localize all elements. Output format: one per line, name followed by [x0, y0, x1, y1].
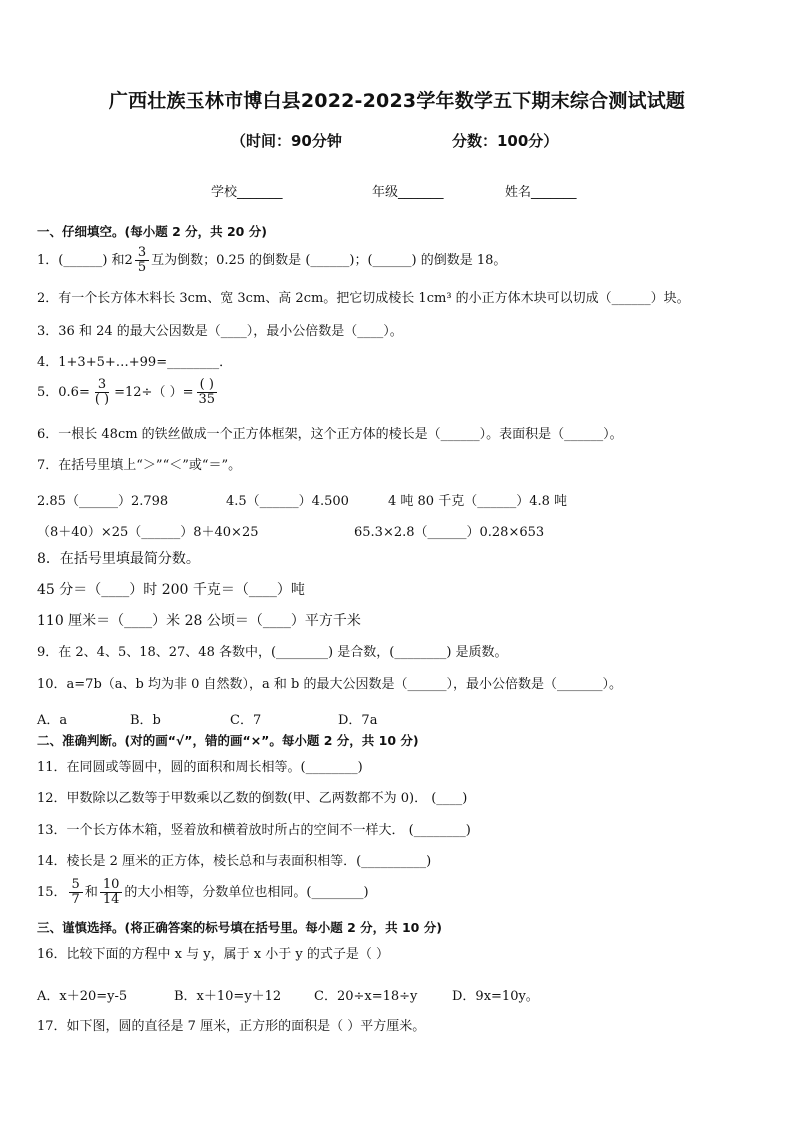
q5-fraction-1-numerator: 3 — [95, 378, 109, 393]
q16-option-b: B．x＋10=y＋12 — [174, 989, 282, 1004]
name-field: 姓名_______ — [505, 185, 577, 200]
question-8: 8．在括号里填最简分数。 — [37, 551, 200, 567]
q7-item-c: 4 吨 80 千克（______）4.8 吨 — [388, 494, 568, 509]
q5-text-b: =12÷（ ）= — [114, 384, 194, 400]
q1-fraction — [135, 246, 149, 274]
question-9: 9．在 2、4、5、18、27、48 各数中，(________) 是合数，(________) 是质数。 — [37, 645, 508, 660]
q5-fraction-2-numerator: ( ) — [197, 378, 217, 393]
q16-option-a: A．x＋20=y-5 — [37, 989, 128, 1004]
question-6: 6．一根长 48cm 的铁丝做成一个正方体框架，这个正方体的棱长是（______）。表面积是（______）。 — [37, 427, 623, 442]
q15-fraction-2-denominator: 14 — [102, 891, 120, 907]
q15-text-a: 15． — [37, 884, 67, 900]
q16-option-c: C．20÷x=18÷y — [314, 989, 418, 1004]
school-field: 学校_______ — [211, 185, 283, 200]
q1-fraction-denominator: 5 — [137, 259, 147, 275]
question-17: 17．如下图，圆的直径是 7 厘米，正方形的面积是（ ）平方厘米。 — [37, 1019, 426, 1034]
q1-text-b: 互为倒数；0.25 的倒数是 (______)；(______) 的倒数是 18。 — [151, 252, 507, 268]
question-4: 4．1+3+5+…+99=________． — [37, 355, 233, 370]
q5-fraction-1 — [92, 378, 112, 406]
question-2: 2．有一个长方体木料长 3cm、宽 3cm、高 2cm。把它切成棱长 1cm³ 的小正方体木块可以切成（______）块。 — [37, 291, 690, 306]
q5-fraction-2-denominator: 35 — [198, 391, 216, 407]
section-heading-2: 二、准确判断。(对的画“√”，错的画“×”。每小题 2 分，共 10 分) — [37, 733, 419, 748]
question-14: 14．棱长是 2 厘米的正方体，棱长总和与表面积相等．(__________) — [37, 854, 432, 869]
q8-item-b: 110 厘米＝（____）米 28 公顷＝（____）平方千米 — [37, 613, 361, 629]
q10-option-d: D．7a — [338, 713, 378, 728]
q15-fraction-2-numerator: 10 — [100, 878, 123, 893]
q16-option-d: D．9x=10y。 — [452, 989, 539, 1004]
section-heading-1: 一、仔细填空。(每小题 2 分，共 20 分) — [37, 224, 267, 239]
exam-time: （时间：90分钟 — [231, 132, 342, 150]
question-12: 12．甲数除以乙数等于甲数乘以乙数的倒数(甲、乙两数都不为 0)． (____) — [37, 791, 468, 806]
q7-item-a: 2.85（______）2.798 — [37, 494, 169, 509]
q1-text-a: 1．(______) 和2 — [37, 252, 133, 268]
q10-option-a: A．a — [37, 713, 68, 728]
question-1 — [37, 246, 506, 274]
q15-fraction-1 — [69, 878, 83, 906]
exam-score: 分数：100分） — [452, 132, 559, 150]
grade-field: 年级_______ — [372, 185, 444, 200]
q5-fraction-2 — [195, 378, 218, 406]
q8-item-a: 45 分＝（____）时 200 千克＝（____）吨 — [37, 582, 305, 598]
q15-fraction-1-denominator: 7 — [71, 891, 80, 907]
q7-item-e: 65.3×2.8（______）0.28×653 — [354, 525, 545, 540]
question-3: 3．36 和 24 的最大公因数是（____），最小公倍数是（____）。 — [37, 324, 403, 339]
q1-fraction-numerator: 3 — [135, 246, 149, 261]
page-title: 广西壮族玉林市博白县2022-2023学年数学五下期末综合测试试题 — [108, 90, 686, 112]
q7-item-d: （8＋40）×25（______）8＋40×25 — [37, 525, 259, 540]
q15-text-b: 和 — [84, 884, 98, 900]
question-5 — [37, 378, 220, 406]
q5-fraction-1-denominator: ( ) — [94, 391, 110, 407]
section-heading-3: 三、谨慎选择。(将正确答案的标号填在括号里。每小题 2 分，共 10 分) — [37, 920, 442, 935]
q15-fraction-1-numerator: 5 — [69, 878, 83, 893]
question-15 — [37, 878, 369, 906]
question-13: 13．一个长方体木箱，竖着放和横着放时所占的空间不一样大． (________) — [37, 823, 471, 838]
question-16: 16．比较下面的方程中 x 与 y，属于 x 小于 y 的式子是（ ） — [37, 947, 389, 962]
q10-option-b: B．b — [130, 713, 161, 728]
q15-fraction-2 — [100, 878, 123, 906]
q15-text-c: 的大小相等，分数单位也相同。(________) — [124, 884, 369, 900]
question-7: 7．在括号里填上“＞”“＜”或“＝”。 — [37, 458, 242, 473]
q5-text-a: 5．0.6= — [37, 384, 90, 400]
q10-option-c: C．7 — [230, 713, 262, 728]
question-10: 10．a=7b（a、b 均为非 0 自然数），a 和 b 的最大公因数是（______），最小公倍数是（_______）。 — [37, 677, 622, 692]
q7-item-b: 4.5（______）4.500 — [226, 494, 349, 509]
question-11: 11．在同圆或等圆中，圆的面积和周长相等。(________) — [37, 760, 363, 775]
